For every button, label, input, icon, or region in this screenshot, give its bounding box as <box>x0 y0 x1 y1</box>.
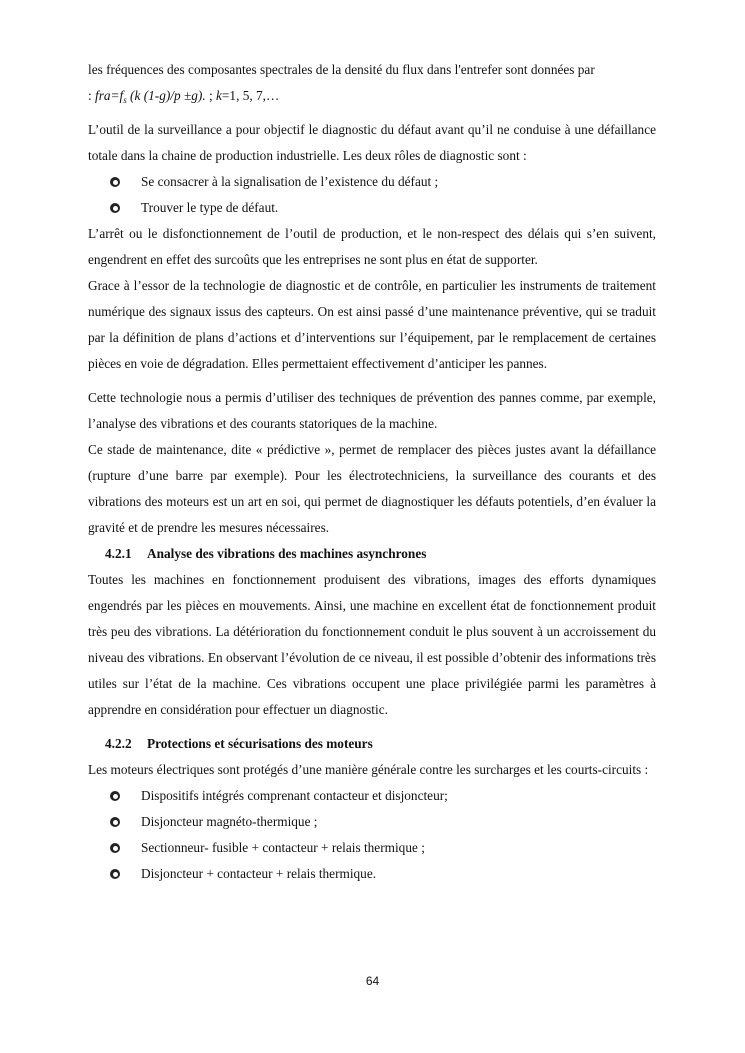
list-item: Disjoncteur magnéto-thermique ; <box>88 809 656 835</box>
section-heading-4-2-1: 4.2.1 Analyse des vibrations des machines asynchrones <box>105 546 427 561</box>
formula-line <box>88 83 656 109</box>
bullet-icon <box>110 203 120 213</box>
formula-prefix: : <box>88 88 96 103</box>
page-body <box>88 57 656 887</box>
techno-paragraph: Cette technologie nous a permis d’utiliser des techniques de prévention des pannes comme, par exemple, l’analyse des vibrations et des courants statoriques de la machine. <box>88 390 656 431</box>
formula-sub: s <box>123 95 127 105</box>
bullet-icon <box>110 177 120 187</box>
formula-sep: ; <box>205 88 217 103</box>
bullet-icon <box>110 817 120 827</box>
list-item: Sectionneur- fusible + contacteur + relais thermique ; <box>88 835 656 861</box>
formula-k: k <box>216 88 222 103</box>
arret-paragraph: L’arrêt ou le disfonctionnement de l’outil de production, et le non-respect des délais qui s’en suivent, engendrent en effet des surcoûts que les entreprises ne sont plus en état de supporter. <box>88 226 656 267</box>
protections-list <box>88 783 656 887</box>
stade-paragraph: Ce stade de maintenance, dite « prédictive », permet de remplacer des pièces justes avant la défaillance (rupture d’une barre par exemple). Pour les électrotechniciens, la surveillance des courants et des vibrations des moteurs est un art en soi, qui permet de diagnostiquer les défauts potentiels, d’en évaluer la gravité et de prendre les mesures nécessaires. <box>88 442 656 535</box>
formula-kvals: =1, 5, 7,… <box>221 88 280 103</box>
page-number: 64 <box>365 974 380 988</box>
formula-lhs: fra=f <box>95 88 124 103</box>
intro-paragraph: les fréquences des composantes spectrales de la densité du flux dans l'entrefer sont données par <box>88 62 595 77</box>
bullet-icon <box>110 843 120 853</box>
list-item: Se consacrer à la signalisation de l’existence du défaut ; <box>88 169 656 195</box>
list-item: Trouver le type de défaut. <box>88 195 656 221</box>
roles-list <box>88 169 656 221</box>
bullet-icon <box>110 791 120 801</box>
section-heading-4-2-2: 4.2.2 Protections et sécurisations des moteurs <box>105 736 373 751</box>
list-item: Disjoncteur + contacteur + relais thermique. <box>88 861 656 887</box>
outil-paragraph: L’outil de la surveillance a pour objectif le diagnostic du défaut avant qu’il ne conduise à une défaillance totale dans la chaine de production industrielle. Les deux rôles de diagnostic sont : <box>88 122 656 163</box>
formula-rhs: (k (1-g)/p ±g). <box>126 88 206 103</box>
list-item: Dispositifs intégrés comprenant contacteur et disjoncteur; <box>88 783 656 809</box>
grace-paragraph: Grace à l’essor de la technologie de diagnostic et de contrôle, en particulier les instruments de traitement numérique des signaux issus des capteurs. On est ainsi passé d’une maintenance préventive, qui se traduit par la définition de plans d’actions et d’interventions sur l’équipement, par le remplacement de certaines pièces en voie de dégradation. Elles permettaient effectivement d’anticiper les pannes. <box>88 278 656 371</box>
moteurs-paragraph: Les moteurs électriques sont protégés d’une manière générale contre les surcharges et les courts-circuits : <box>88 762 649 777</box>
bullet-icon <box>110 869 120 879</box>
vibrations-paragraph: Toutes les machines en fonctionnement produisent des vibrations, images des efforts dynamiques engendrés par les pièces en mouvements. Ainsi, une machine en excellent état de fonctionnement produit très peu des vibrations. La détérioration du fonctionnement conduit le plus souvent à un accroissement du niveau des vibrations. En observant l’évolution de ce niveau, il est possible d’obtenir des informations très utiles sur l’état de la machine. Ces vibrations occupent une place privilégiée parmi les paramètres à apprendre en considération pour effectuer un diagnostic. <box>88 572 656 717</box>
